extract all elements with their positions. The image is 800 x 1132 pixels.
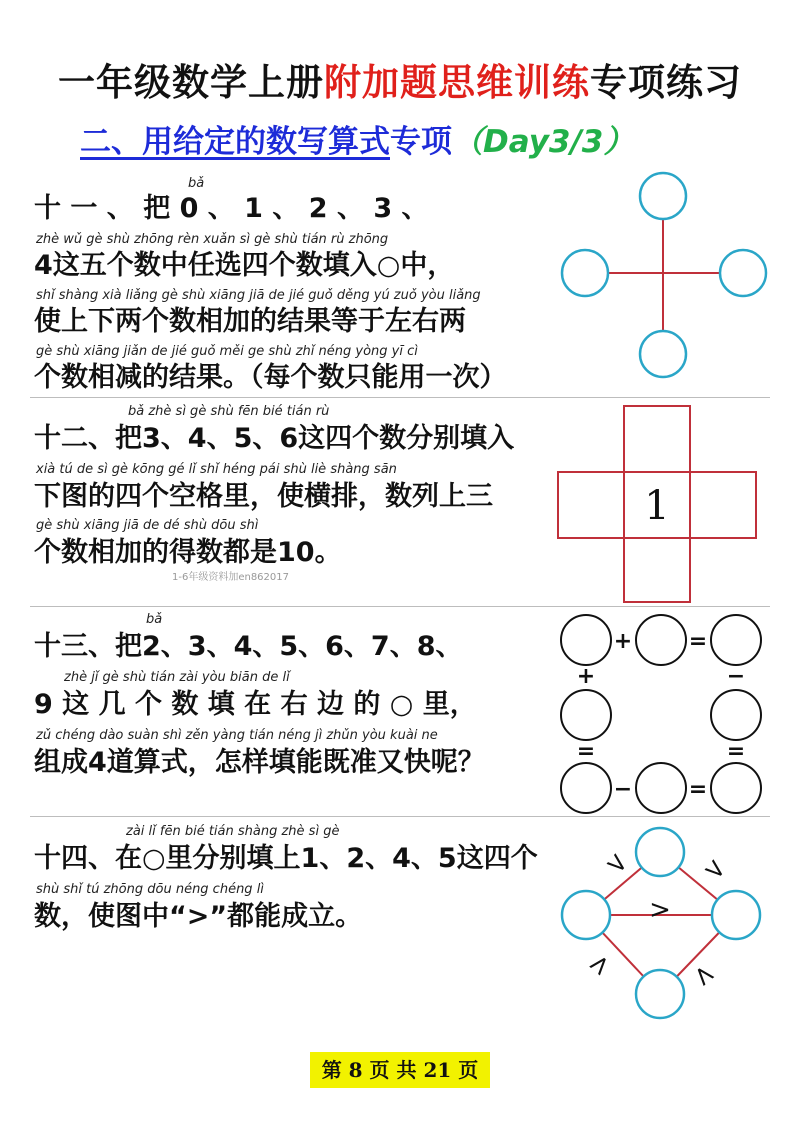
q14-pinyin-2: shù shǐ tú zhōng dōu néng chéng lì	[36, 882, 264, 897]
q12-cell-right[interactable]	[690, 472, 756, 538]
q11-circle-right[interactable]	[720, 250, 766, 296]
subtitle-main: 二、用给定的数写算式	[80, 124, 390, 160]
q12-pinyin-3: gè shù xiāng jiā de dé shù dōu shì	[36, 518, 259, 533]
q11-circle-top[interactable]	[640, 173, 686, 219]
q12-center-number: 1	[644, 483, 670, 529]
q14-line-2: 数，使图中“>”都能成立。	[34, 901, 363, 932]
q13-circle-bottom-left[interactable]	[561, 763, 611, 813]
q11-line-1: 十 一 、 把 0 、 1 、 2 、 3 、	[34, 193, 429, 224]
q14-gt-top-left: >	[599, 845, 636, 883]
q11-cross-diagram	[555, 170, 770, 385]
page-title	[0, 52, 800, 106]
q12-cell-top[interactable]	[624, 406, 690, 472]
title-suffix: 专项练习	[590, 61, 742, 104]
q12-cell-left[interactable]	[558, 472, 624, 538]
q11-line-3: 使上下两个数相加的结果等于左右两	[34, 306, 466, 337]
q14-pinyin-1: zài lǐ fēn bié tián shàng zhè sì gè	[126, 824, 340, 839]
q13-line-2: 9 这 几 个 数 填 在 右 边 的 ○ 里，	[34, 689, 477, 720]
q13-circle-bottom-middle[interactable]	[636, 763, 686, 813]
page-indicator: 第 8 页 共 21 页	[310, 1052, 490, 1088]
q14-circle-top[interactable]	[636, 828, 684, 876]
q14-line-1: 十四、在○里分别填上1、2、4、5这四个	[34, 843, 538, 874]
q13-pinyin-2: zhè jǐ gè shù tián zài yòu biān de lǐ	[64, 670, 290, 685]
q14-gt-bottom-right: >	[685, 957, 723, 994]
q14-circle-right[interactable]	[712, 891, 760, 939]
q13-circle-top-left[interactable]	[561, 615, 611, 665]
q12-pinyin-1: bǎ zhè sì gè shù fēn bié tián rù	[128, 404, 330, 419]
q13-op-plus-top: +	[613, 629, 633, 654]
q13-op-eq-left: =	[576, 739, 596, 764]
q14-gt-bottom-left: >	[581, 946, 619, 983]
q11-circle-bottom[interactable]	[640, 331, 686, 377]
q14-gt-middle: >	[649, 895, 671, 925]
divider-3	[30, 816, 770, 817]
subtitle-tail: 专项	[390, 124, 452, 160]
q13-op-minus-bottom: −	[613, 777, 633, 802]
q12-pinyin-2: xià tú de sì gè kōng gé lǐ shǐ héng pái shù liè shàng sān	[36, 462, 397, 477]
q13-circle-mid-left[interactable]	[561, 690, 611, 740]
watermark: 1-6年级资料加en862017	[172, 572, 289, 583]
q12-cell-bottom[interactable]	[624, 538, 690, 602]
section-subtitle	[80, 116, 634, 161]
q13-op-eq-bottom: =	[688, 777, 708, 802]
q13-equation-grid	[556, 608, 772, 818]
q13-op-eq-top: =	[688, 629, 708, 654]
q11-line-4: 个数相减的结果。（每个数只能用一次）	[34, 362, 507, 393]
q12-cross-grid	[556, 404, 760, 604]
q13-pinyin-1: bǎ	[146, 612, 163, 627]
q11-pinyin-4: gè shù xiāng jiǎn de jié guǒ měi ge shù zhǐ néng yòng yī cì	[36, 344, 418, 359]
q14-gt-top-right: >	[697, 851, 734, 889]
q11-pinyin-3: shǐ shàng xià liǎng gè shù xiāng jiā de jié guǒ děng yú zuǒ yòu liǎng	[36, 288, 481, 303]
title-prefix: 一年级数学上册	[58, 61, 324, 104]
q14-circle-left[interactable]	[562, 891, 610, 939]
q14-diamond-diagram	[556, 818, 772, 1028]
divider-1	[30, 397, 770, 398]
q13-circle-bottom-right[interactable]	[711, 763, 761, 813]
q13-op-eq-right: =	[726, 739, 746, 764]
q13-pinyin-3: zǔ chéng dào suàn shì zěn yàng tián néng jì zhǔn yòu kuài ne	[36, 728, 438, 743]
title-highlight: 附加题思维训练	[324, 61, 590, 104]
q12-line-1: 十二、把3、4、5、6这四个数分别填入	[34, 423, 515, 454]
subtitle-day: （Day3/3）	[452, 124, 635, 160]
q12-line-3: 个数相加的得数都是10。	[34, 537, 342, 568]
q11-pinyin-1: bǎ	[188, 176, 205, 191]
divider-2	[30, 606, 770, 607]
q13-circle-top-right[interactable]	[711, 615, 761, 665]
q13-circle-top-middle[interactable]	[636, 615, 686, 665]
q13-op-minus-right: −	[726, 664, 746, 689]
q11-line-2: 4这五个数中任选四个数填入○中，	[34, 250, 455, 281]
q11-pinyin-2: zhè wǔ gè shù zhōng rèn xuǎn sì gè shù tián rù zhōng	[36, 232, 389, 247]
q13-op-plus-left: +	[576, 664, 596, 689]
q13-line-3: 组成4道算式，怎样填能既准又快呢？	[34, 747, 485, 778]
q13-circle-mid-right[interactable]	[711, 690, 761, 740]
q11-circle-left[interactable]	[562, 250, 608, 296]
q14-circle-bottom[interactable]	[636, 970, 684, 1018]
q13-line-1: 十三、把2、3、4、5、6、7、8、	[34, 631, 463, 662]
q12-line-2: 下图的四个空格里，使横排，数列上三	[34, 481, 493, 512]
